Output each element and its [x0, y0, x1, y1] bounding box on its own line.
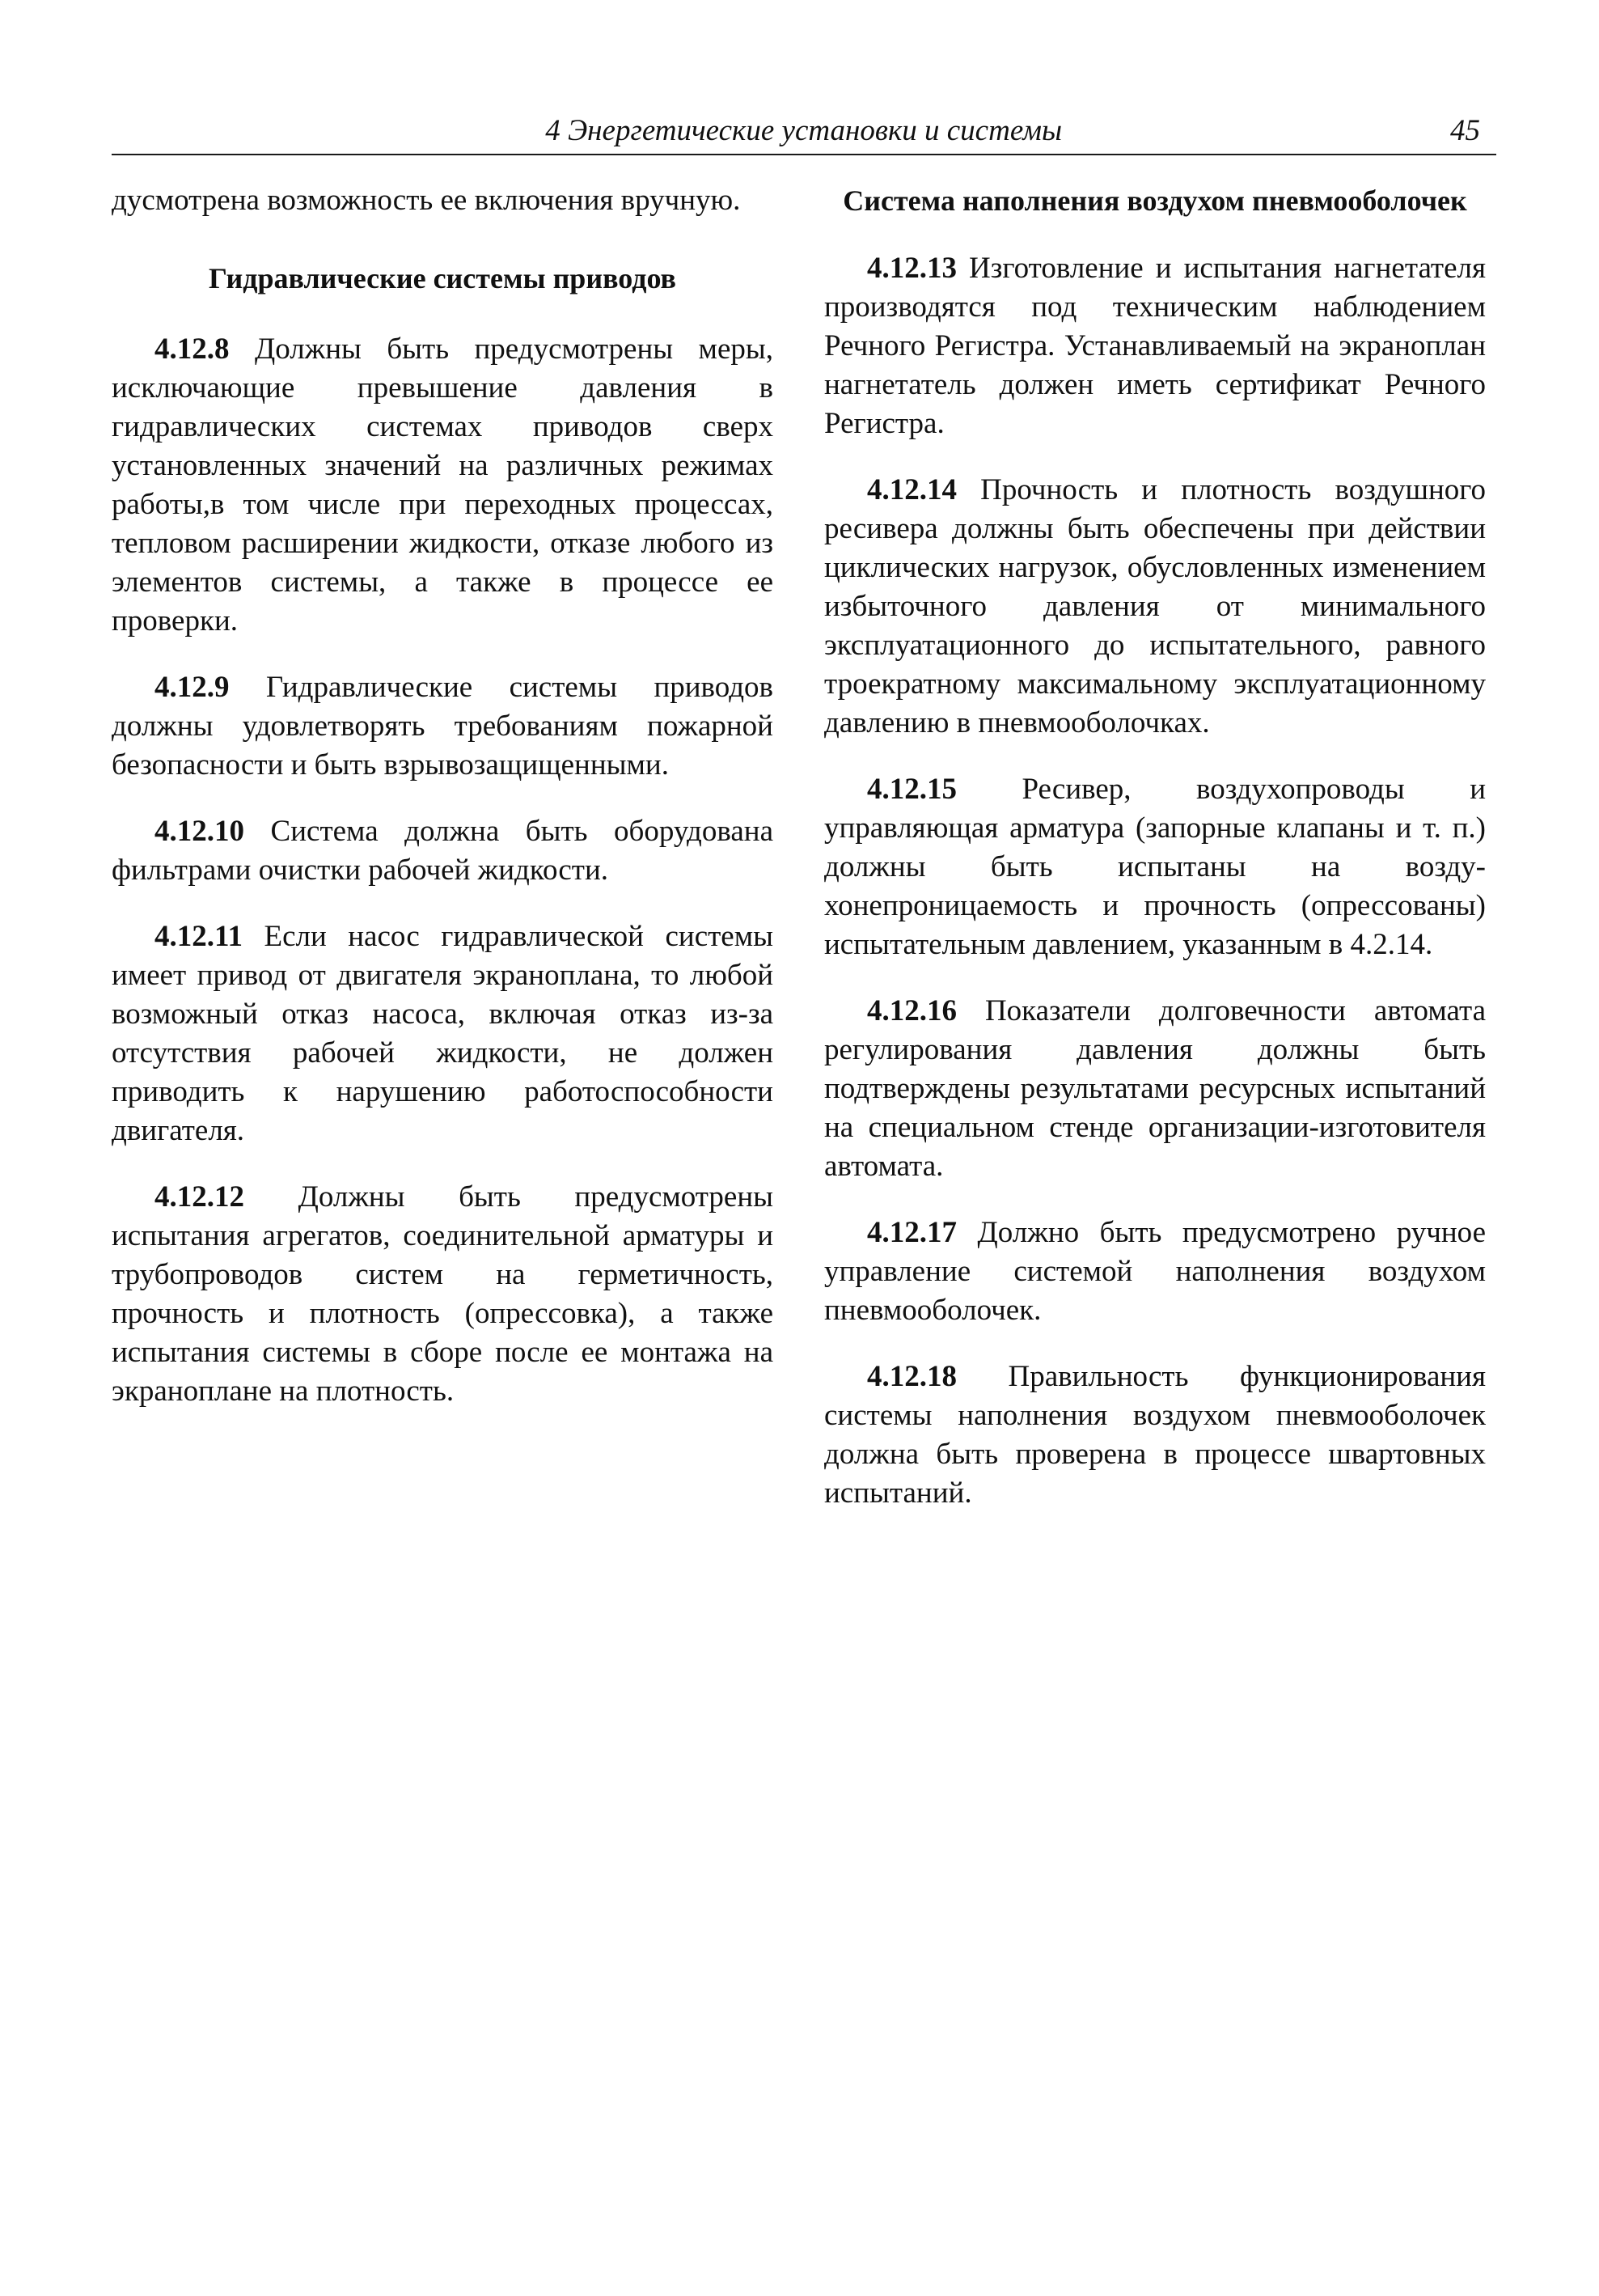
clause-4-12-9 — [112, 668, 773, 785]
clause-4-12-15 — [824, 770, 1486, 964]
clause-number: 4.12.8 — [154, 333, 230, 366]
clause-4-12-17 — [824, 1214, 1486, 1330]
clause-text: Система должна быть оборудована фильтрами очистки рабочей жидкости. — [112, 815, 774, 887]
clause-number: 4.12.15 — [867, 773, 957, 806]
clause-text: Если насос гидравлической системы имеет привод от двигателя экраноплана, то любой возможный отказ насоса, включая отказ из-за отсутствия рабочей жидкости, не должен приводить к нарушению работоспособности двигателя. — [112, 920, 773, 1147]
clause-4-12-16 — [824, 992, 1486, 1186]
clause-number: 4.12.11 — [154, 920, 243, 953]
clause-number: 4.12.17 — [867, 1216, 957, 1249]
running-header — [112, 113, 1496, 155]
clause-text: Показатели долговечности автомата регулирования давления должны быть подтверждены результатами ресурсных испытаний на специальном стенде организации-изготовителя автомата. — [824, 994, 1486, 1183]
clause-4-12-13 — [824, 249, 1486, 443]
clause-text: Ресивер, воздухопроводы и управляющая арматура (запорные клапаны и т. п.) должны быть испытаны на воздухонепроницаемость и прочность (опрессованы) испытательным давлением, указанным в 4.2.14. — [824, 773, 1486, 961]
right-column — [824, 181, 1486, 1540]
chapter-title: 4 Энергетические установки и системы — [545, 114, 1062, 147]
left-column — [112, 181, 773, 1438]
section-heading-hydraulic: Гидравлические системы приводов — [209, 262, 676, 294]
clause-4-12-12 — [112, 1178, 773, 1411]
page-number: 45 — [1450, 114, 1480, 147]
clause-text: Должны быть предусмотрены испытания агрегатов, соединительной арматуры и трубопроводов систем на герметичность, прочность и плотность (опрессовка), а также испытания системы в сборе после ее монтажа на экраноплане на плотность. — [112, 1180, 774, 1408]
clause-number: 4.12.14 — [867, 473, 957, 506]
clause-text: Должно быть предусмотрено ручное управление системой наполнения воздухом пневмооболочек. — [824, 1216, 1487, 1327]
clause-number: 4.12.10 — [154, 815, 244, 848]
clause-text: Изготовление и испытания нагнетателя производятся под техническим наблюдением Речного Регистра. Устанавливаемый на экраноплан нагнетатель должен иметь сертификат Речного Регистра. — [824, 252, 1486, 440]
clause-text: Должны быть предусмотрены меры, исключающие превышение давления в гидравлических системах приводов сверх установленных значений на различных режимах работы,в том числе при переходных процессах, тепловом расширении жидкости, отказе любого из элементов системы, а также в процессе ее проверки. — [112, 333, 774, 638]
clause-text: Гидравлические системы приводов должны удовлетворять требованиям пожарной безопасности и быть взрывозащищенными. — [112, 671, 773, 782]
section-heading-air-filling: Система наполнения воздухом пневмооболочек — [843, 184, 1467, 217]
clause-4-12-8 — [112, 330, 773, 641]
clause-number: 4.12.13 — [867, 252, 957, 285]
clause-number: 4.12.9 — [154, 671, 230, 704]
clause-4-12-10 — [112, 812, 773, 890]
continuation-paragraph: дусмотрена возможность ее включения вручную. — [112, 184, 741, 217]
clause-4-12-18 — [824, 1358, 1486, 1513]
clause-number: 4.12.12 — [154, 1180, 244, 1214]
clause-number: 4.12.18 — [867, 1360, 957, 1393]
clause-4-12-11 — [112, 917, 773, 1150]
clause-number: 4.12.16 — [867, 994, 957, 1027]
clause-4-12-14 — [824, 471, 1486, 743]
clause-text: Прочность и плотность воздушного ресивера должны быть обеспечены при действии циклических нагрузок, обусловленных изменением избыточного давления от минимального эксплуатационного до испытательного, равного троекратному максимальному эксплуатационному давлению в пневмооболочках. — [824, 473, 1487, 739]
clause-text: Правильность функционирования системы наполнения воздухом пневмооболочек должна быть проверена в процессе швартовных испытаний. — [824, 1360, 1486, 1510]
